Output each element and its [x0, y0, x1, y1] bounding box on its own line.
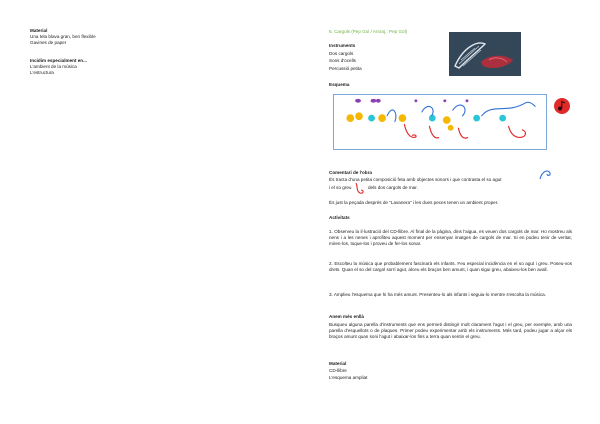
photo-shell-icon — [449, 32, 521, 76]
material-heading: Material — [30, 28, 48, 33]
activity-2: 2. Escolteu la música que probablement fascinarà els infants. Feu especial incidència en el so agut i greu. Poseu-vos drets. Quan el so del cargol sorrí agut, alceu els braços ben amunt, i quan sigui greu, abaixeu-los ben avall. — [329, 261, 572, 272]
material-item: Gavines de paper — [30, 40, 67, 45]
material2-item: L'esquema ampliat — [329, 375, 368, 380]
yellow-stars — [346, 112, 453, 130]
activity-1: 1. Observeu la il·lustració del CD-llibre. Al final de la pàgina, dins l'aigua, es veuen dos cargols de mar. Ho mostreu als nens i a les nenes i aprofiteu aquest moment per ensenyar imatges de cargols de mar. Si en podeu tenir de veritat, miren-los, toque-los i proveu de fer-los sonar. — [329, 229, 572, 246]
material-item: Una tela blava gran, ben flexible — [30, 34, 96, 39]
scheme-diagram — [333, 94, 547, 150]
focus-item: L'estructura — [30, 70, 54, 75]
material2-item: CD-llibre — [329, 368, 347, 373]
material2-heading: Material — [329, 361, 347, 366]
activities-heading: Activitats — [329, 215, 350, 220]
comment-text: i el so greu — [329, 185, 352, 190]
comment-text: És tracta d'una petita composició feta amb objectes sonors i que contrasta el so agut — [329, 177, 502, 182]
activity-3: 3. Amplieu l'esquema que hi ha més amunt. Presenteu-lo als infants i seguiu-lo mentre s'escolta la música. — [329, 292, 547, 297]
comment-heading: Comentari de l'obra — [329, 170, 372, 175]
further-text: Busqueu alguna parella d'instruments que ens permeti distingir molt clarament l'agut i el greu, per exemple, amb una parella d'esquellots o de plaques. Primer podeu experimentar amb els instruments. Més tard, podeu jugar a alçar els braços amunt quan soni l'agut i abaixar-los fins a terra quan sentin el greu. — [329, 322, 572, 339]
instrument-item: Percussió petita — [329, 66, 362, 71]
comment-text: dels dos cargols de mar. — [368, 185, 418, 190]
instruments-heading: Instruments — [329, 43, 356, 48]
song-title: 5. Cargols (Pep Gol / Arranj.: Pep Gol) — [329, 29, 408, 34]
focus-heading: Incidim especialment en... — [30, 58, 87, 63]
comment-text: És just la peçada després de "Lavanera" i les dues peces tenen un ambient proper. — [329, 200, 499, 205]
instrument-item: Sons d'ocells — [329, 58, 356, 63]
squiggle-icon — [538, 167, 554, 183]
cyan-dots — [368, 115, 506, 122]
scheme-heading: Esquema — [329, 82, 350, 87]
red-squiggles — [404, 124, 525, 138]
blue-squiggles — [387, 102, 536, 122]
further-heading: Anem més enllà — [329, 314, 364, 319]
instrument-item: Dos cargols — [329, 51, 354, 56]
focus-item: L'ambient de la música — [30, 64, 77, 69]
music-note-icon — [553, 97, 571, 115]
squiggle-icon — [352, 181, 368, 195]
purple-marks — [355, 99, 468, 103]
